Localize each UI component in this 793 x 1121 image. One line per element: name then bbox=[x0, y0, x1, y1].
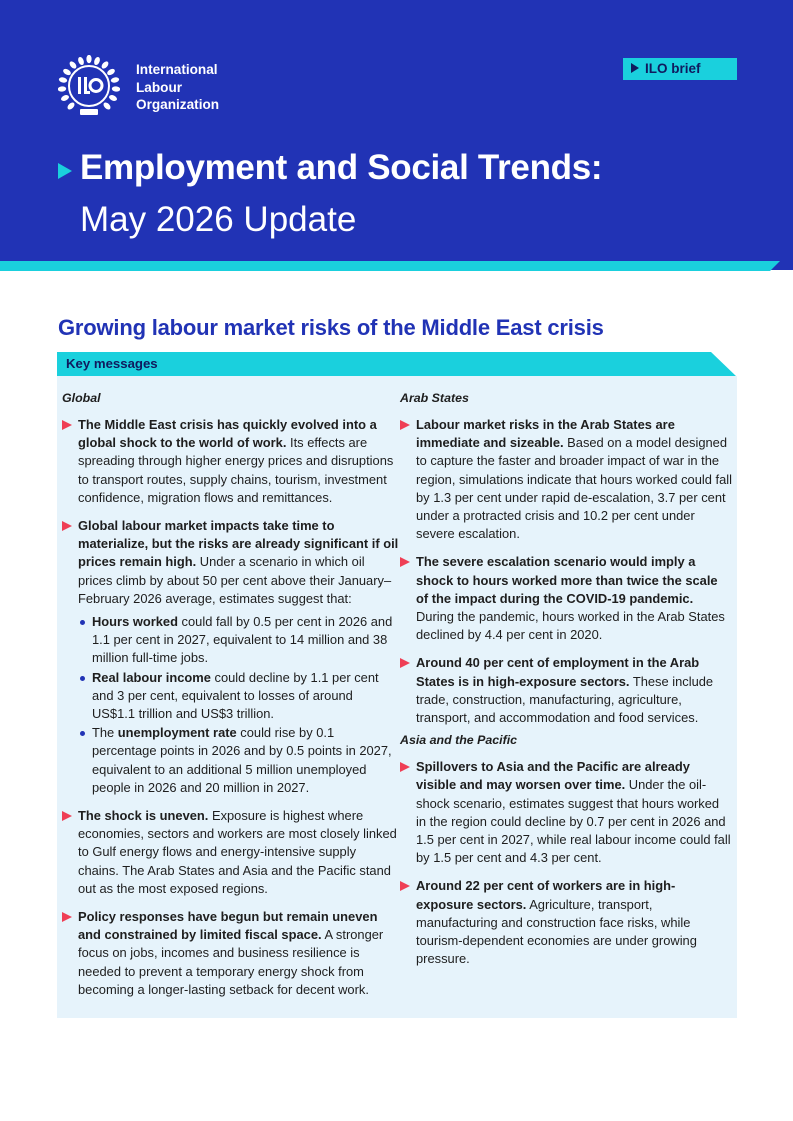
title-arrow-icon bbox=[58, 163, 72, 179]
sub-bullet-list bbox=[78, 613, 399, 797]
key-message-item bbox=[400, 416, 732, 543]
key-message-text: A stronger focus on jobs, incomes and business resilience is needed to prevent a temporary energy shock from becoming a longer-lasting setback for decent work. bbox=[78, 927, 384, 997]
sub-bullet-bold: unemployment rate bbox=[117, 725, 237, 741]
key-messages-bar bbox=[57, 352, 738, 377]
red-arrow-icon bbox=[400, 881, 410, 891]
sub-bullet-bold: Hours worked bbox=[92, 614, 178, 630]
key-message-item bbox=[62, 416, 399, 507]
key-messages-left-column bbox=[62, 389, 399, 1009]
bullet-dot-icon bbox=[80, 731, 85, 736]
key-message-item bbox=[400, 553, 732, 644]
sub-bullet-item bbox=[78, 613, 399, 668]
key-message-item bbox=[62, 908, 399, 999]
key-message-bold: The shock is uneven. bbox=[78, 808, 209, 824]
red-arrow-icon bbox=[400, 762, 410, 772]
region-heading-asia-pacific: Asia and the Pacific bbox=[400, 733, 518, 748]
key-message-text: These include trade, construction, manufacturing, agriculture, transport, and accommodation and food services. bbox=[416, 673, 714, 726]
red-arrow-icon bbox=[62, 811, 72, 821]
key-message-bold: The Middle East crisis has quickly evolved into a global shock to the world of work. bbox=[78, 417, 377, 451]
play-arrow-icon bbox=[631, 63, 639, 73]
section-title: Growing labour market risks of the Middle East crisis bbox=[58, 315, 604, 340]
key-message-bold: The severe escalation scenario would imply a shock to hours worked more than twice the scale of the impact during the COVID-19 pandemic. bbox=[416, 554, 718, 606]
red-arrow-icon bbox=[62, 420, 72, 430]
region-heading-global: Global bbox=[62, 391, 101, 405]
region-heading-arab-states: Arab States bbox=[400, 391, 469, 405]
ilo-brief-tag bbox=[623, 58, 737, 80]
key-message-item bbox=[62, 807, 399, 898]
bullet-dot-icon bbox=[80, 676, 85, 681]
brief-label: ILO brief bbox=[645, 61, 701, 76]
header-teal-stripe bbox=[0, 261, 793, 271]
sub-bullet-text: could rise by 0.1 percentage points in 2026 and by 0.5 points in 2027, equivalent to an additional 5 million unemployed people in 2026 and 20 million in 2027. bbox=[92, 725, 392, 795]
red-arrow-icon bbox=[400, 420, 410, 430]
red-arrow-icon bbox=[400, 658, 410, 668]
org-name-line-3: Organization bbox=[136, 97, 220, 112]
key-messages-label: Key messages bbox=[66, 356, 158, 371]
ilo-logo bbox=[58, 55, 120, 117]
sub-bullet-text: could fall by 0.5 per cent in 2026 and 1.1 per cent in 2027, equivalent to 14 million and 38 million full-time jobs. bbox=[92, 614, 393, 666]
organization-name bbox=[136, 61, 219, 114]
key-message-text: Agriculture, transport, manufacturing and construction face risks, while tourism-dependent economies are under growing pressure. bbox=[416, 896, 697, 967]
bullet-dot-icon bbox=[80, 620, 85, 625]
key-message-text: Under a scenario in which oil prices climb by about 50 per cent above their January–February 2026 average, estimates suggest that: bbox=[78, 554, 392, 606]
red-arrow-icon bbox=[62, 912, 72, 922]
page-title-line-2: May 2026 Update bbox=[80, 200, 357, 239]
sub-bullet-pre: The bbox=[92, 725, 118, 741]
key-message-bold: Labour market risks in the Arab States are immediate and sizeable. bbox=[416, 417, 675, 451]
red-arrow-icon bbox=[400, 557, 410, 567]
key-message-item bbox=[62, 517, 399, 797]
sub-bullet-text: could decline by 1.1 per cent and 3 per cent, equivalent to losses of around US$1.1 trillion and US$3 trillion. bbox=[92, 669, 379, 722]
key-message-bold: Around 22 per cent of workers are in high-exposure sectors. bbox=[416, 878, 676, 912]
org-name-line-2: Labour bbox=[136, 79, 183, 95]
key-message-item bbox=[400, 877, 732, 968]
sub-bullet-item bbox=[78, 724, 399, 797]
key-message-text: Its effects are spreading through higher energy prices and disruptions to transport routes, supply chains, tourism, investment confidence, migration flows and remittances. bbox=[78, 435, 394, 505]
key-messages-right-column bbox=[400, 389, 732, 978]
red-arrow-icon bbox=[62, 521, 72, 531]
key-message-bold: Around 40 per cent of employment in the Arab States is in high-exposure sectors. bbox=[416, 655, 700, 689]
key-message-bold: Spillovers to Asia and the Pacific are already visible and may worsen over time. bbox=[416, 759, 690, 793]
sub-bullet-bold: Real labour income bbox=[92, 669, 211, 685]
key-message-text: During the pandemic, hours worked in the Arab States declined by 4.4 per cent in 2020. bbox=[416, 609, 725, 643]
sub-bullet-item bbox=[78, 669, 399, 724]
key-message-text: Under the oil-shock scenario, estimates suggest that hours worked in the region could decline by 0.7 per cent in 2026 and 1.5 per cent in 2027, while real labour income could fall by 1.5 per cent and 4.3 per cent. bbox=[416, 777, 731, 866]
key-message-bold: Policy responses have begun but remain uneven and constrained by limited fiscal space. bbox=[78, 909, 378, 943]
key-message-item bbox=[400, 654, 732, 727]
key-message-bold: Global labour market impacts take time to materialize, but the risks are already significant if oil prices remain high. bbox=[78, 518, 399, 570]
key-message-item bbox=[400, 758, 732, 867]
key-message-text: Based on a model designed to capture the faster and broader impact of war in the region, simulations indicate that hours worked could fall by 1.3 per cent under rapid de-escalation, 3.7 per cent under a protracted crisis and 10.2 per cent under severe escalation. bbox=[416, 435, 732, 542]
key-message-text: Exposure is highest where economies, sectors and workers are most closely linked to Gulf energy flows and energy-intensive supply chains. The Arab States and Asia and the Pacific stand out as the most exposed regions. bbox=[78, 808, 397, 896]
org-name-line-1: International bbox=[136, 62, 218, 77]
page-title-line-1: Employment and Social Trends: bbox=[80, 148, 603, 187]
